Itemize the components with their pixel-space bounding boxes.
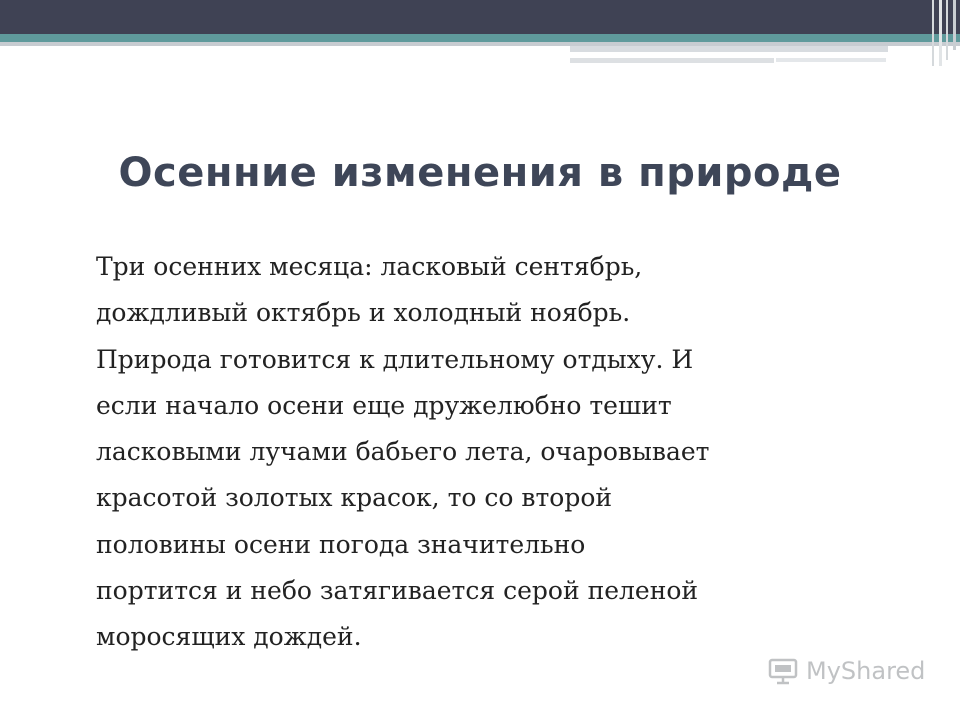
body-line: моросящих дождей. (96, 622, 362, 652)
body-line: дождливый октябрь и холодный ноябрь. (96, 298, 631, 328)
watermark-logo (768, 654, 925, 688)
body-line: Природа готовится к длительному отдыху. И (96, 344, 694, 374)
header-vertical-line (939, 0, 942, 66)
header-accent-strip (570, 58, 774, 63)
body-line: Три осенних месяца: ласковый сентябрь, (96, 252, 643, 281)
body-line: половины осени погода значительно (96, 529, 586, 559)
header-accent-strip (570, 46, 888, 52)
header-vertical-line (953, 0, 956, 50)
presentation-board-icon (768, 656, 798, 686)
header-teal-bar (0, 34, 960, 42)
body-line: портится и небо затягивается серой пеленой (96, 576, 699, 606)
body-line: если начало осени еще дружелюбно тешит (96, 390, 672, 420)
body-line: ласковыми лучами бабьего лета, очаровывает (96, 437, 710, 467)
body-line: красотой золотых красок, то со второй (96, 483, 613, 513)
header-dark-bar (0, 0, 960, 34)
header-vertical-line (946, 0, 948, 60)
slide-body (96, 244, 916, 661)
watermark-text: MyShared (806, 657, 926, 685)
header-accent-strip (776, 58, 886, 62)
header-vertical-line (932, 0, 934, 66)
slide-title: Осенние изменения в природе (118, 150, 842, 196)
